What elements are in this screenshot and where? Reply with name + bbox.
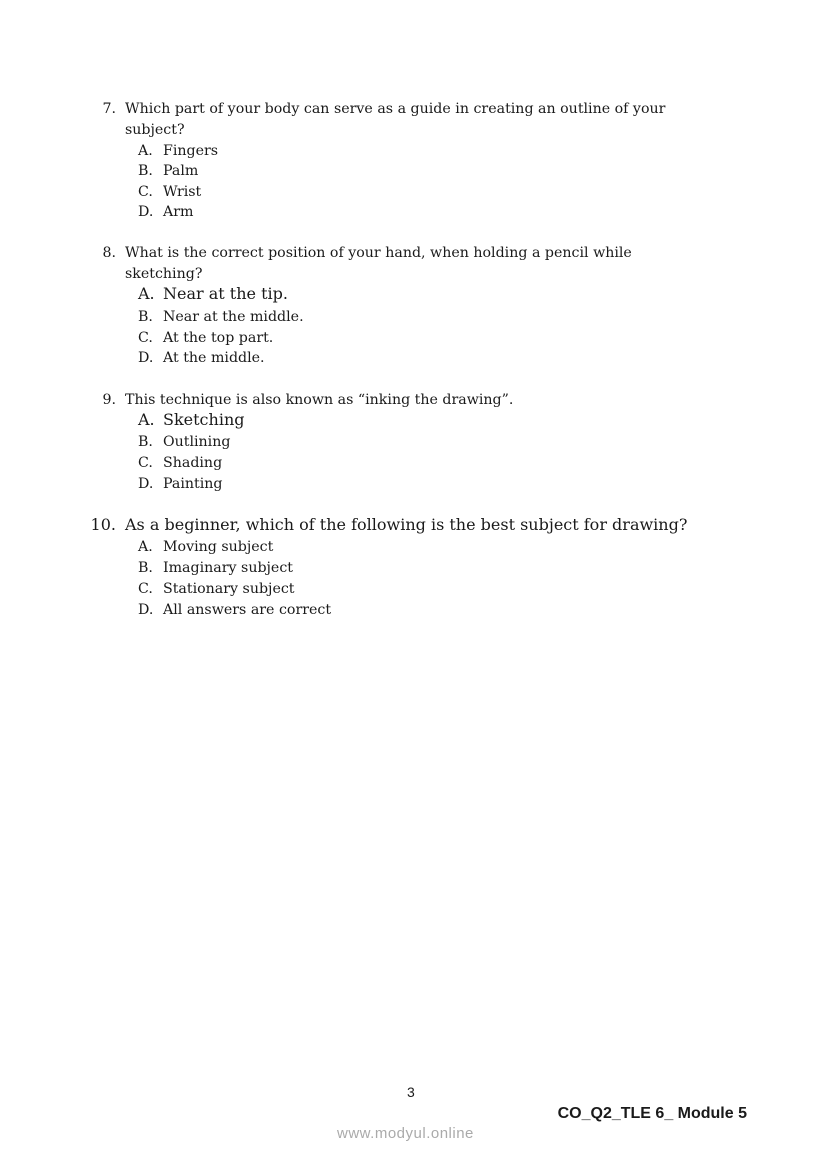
option-text: Arm (163, 204, 194, 220)
option-text: Imaginary subject (163, 560, 293, 576)
option-text: Palm (163, 163, 199, 179)
option-letter: C. (138, 455, 153, 471)
option-letter: A. (138, 410, 155, 429)
question-text: What is the correct position of your hand, when holding a pencil while (125, 245, 632, 261)
question-number: 9. (102, 392, 116, 408)
option-text: Shading (163, 455, 223, 471)
question-number: 8. (102, 245, 116, 261)
option-letter: B. (138, 163, 153, 179)
option-letter: C. (138, 581, 153, 597)
question-text: As a beginner, which of the following is the best subject for drawing? (125, 515, 688, 534)
question-text: subject? (125, 122, 185, 138)
option-text: At the top part. (163, 330, 274, 346)
option-text: Sketching (163, 410, 245, 429)
question-text: Which part of your body can serve as a guide in creating an outline of your (125, 101, 666, 117)
option-letter: D. (138, 350, 154, 366)
option-text: Fingers (163, 143, 219, 159)
option-letter: A. (138, 539, 153, 555)
question-text: This technique is also known as “inking the drawing”. (125, 392, 514, 408)
option-letter: B. (138, 434, 153, 450)
option-text: Painting (163, 476, 223, 492)
option-text: Moving subject (163, 539, 274, 555)
option-letter: C. (138, 330, 153, 346)
option-letter: D. (138, 602, 154, 618)
option-text: Near at the tip. (163, 284, 288, 303)
option-letter: C. (138, 184, 153, 200)
question-text: sketching? (125, 266, 203, 282)
option-letter: A. (138, 143, 153, 159)
page-number: 3 (407, 1084, 415, 1100)
option-text: All answers are correct (163, 602, 332, 618)
question-number: 7. (102, 101, 116, 117)
option-letter: B. (138, 560, 153, 576)
option-letter: D. (138, 204, 154, 220)
option-text: Outlining (163, 434, 231, 450)
option-letter: D. (138, 476, 154, 492)
option-text: Near at the middle. (163, 309, 304, 325)
option-letter: A. (138, 284, 155, 303)
option-text: Wrist (163, 184, 202, 200)
option-text: Stationary subject (163, 581, 295, 597)
option-letter: B. (138, 309, 153, 325)
watermark: www.modyul.online (337, 1125, 474, 1142)
module-code: CO_Q2_TLE 6_ Module 5 (557, 1105, 747, 1122)
question-number: 10. (90, 515, 116, 534)
option-text: At the middle. (163, 350, 265, 366)
